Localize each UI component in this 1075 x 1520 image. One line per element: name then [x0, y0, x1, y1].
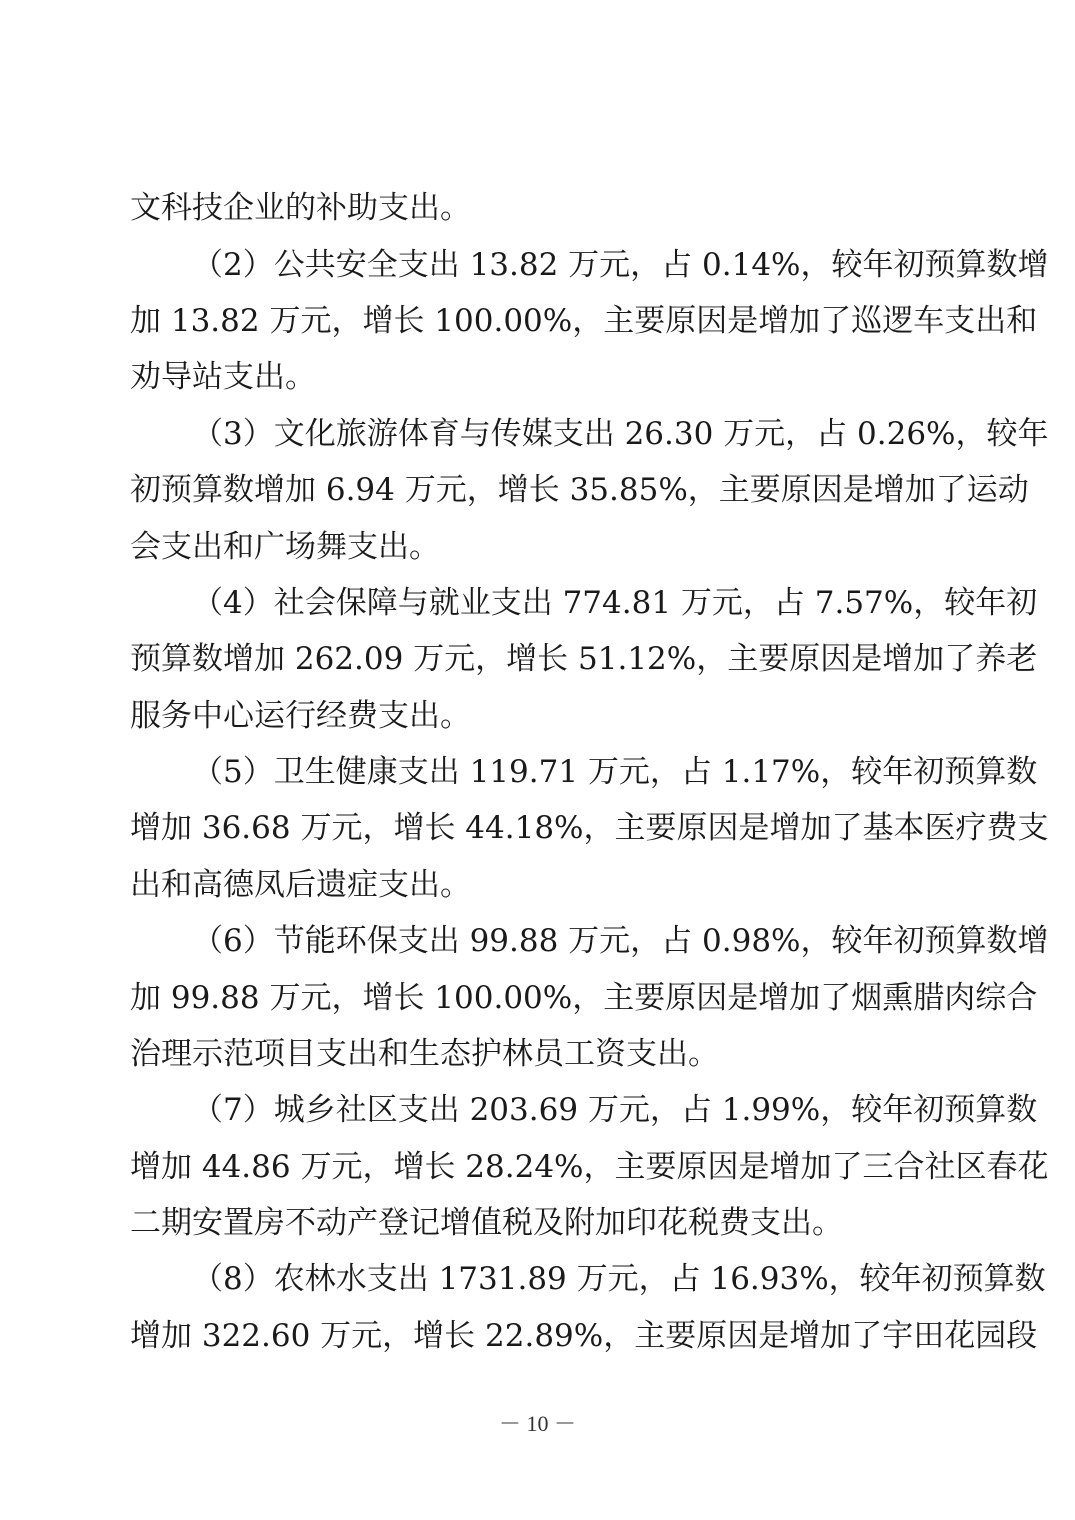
paragraph-5-line-1: （5）卫生健康支出 119.71 万元，占 1.17%，较年初预算数	[192, 754, 1038, 790]
text-line: 增加 322.60 万元，增长 22.89%，主要原因是增加了宇田花园段	[130, 1318, 1038, 1354]
paragraph-4-line-1: （4）社会保障与就业支出 774.81 万元，占 7.57%，较年初	[192, 585, 1038, 621]
paragraph-3-line-1: （3）文化旅游体育与传媒支出 26.30 万元，占 0.26%，较年	[192, 416, 1049, 452]
paragraph-6-line-1: （6）节能环保支出 99.88 万元，占 0.98%，较年初预算数增	[192, 923, 1049, 959]
text-line: 服务中心运行经费支出。	[130, 698, 471, 734]
paragraph-7-line-1: （7）城乡社区支出 203.69 万元，占 1.99%，较年初预算数	[192, 1092, 1038, 1128]
text-line: 出和高德凤后遗症支出。	[130, 867, 471, 903]
text-line: 增加 44.86 万元，增长 28.24%，主要原因是增加了三合社区春花	[130, 1149, 1049, 1185]
text-line: 预算数增加 262.09 万元，增长 51.12%，主要原因是增加了养老	[130, 641, 1038, 677]
paragraph-2-line-1: （2）公共安全支出 13.82 万元，占 0.14%，较年初预算数增	[192, 247, 1049, 283]
text-line: 加 13.82 万元，增长 100.00%，主要原因是增加了巡逻车支出和	[130, 303, 1038, 339]
paragraph-8-line-1: （8）农林水支出 1731.89 万元，占 16.93%，较年初预算数	[192, 1261, 1046, 1297]
text-line: 初预算数增加 6.94 万元，增长 35.85%，主要原因是增加了运动	[130, 472, 1029, 508]
text-line: 二期安置房不动产登记增值税及附加印花税费支出。	[130, 1205, 843, 1241]
text-line: 会支出和广场舞支出。	[130, 529, 440, 565]
text-line: 文科技企业的补助支出。	[130, 190, 471, 226]
text-line: 加 99.88 万元，增长 100.00%，主要原因是增加了烟熏腊肉综合	[130, 980, 1038, 1016]
text-line: 增加 36.68 万元，增长 44.18%，主要原因是增加了基本医疗费支	[130, 810, 1049, 846]
text-line: 劝导站支出。	[130, 359, 316, 395]
page-number: － 10 －	[498, 1411, 576, 1436]
text-line: 治理示范项目支出和生态护林员工资支出。	[130, 1036, 719, 1072]
